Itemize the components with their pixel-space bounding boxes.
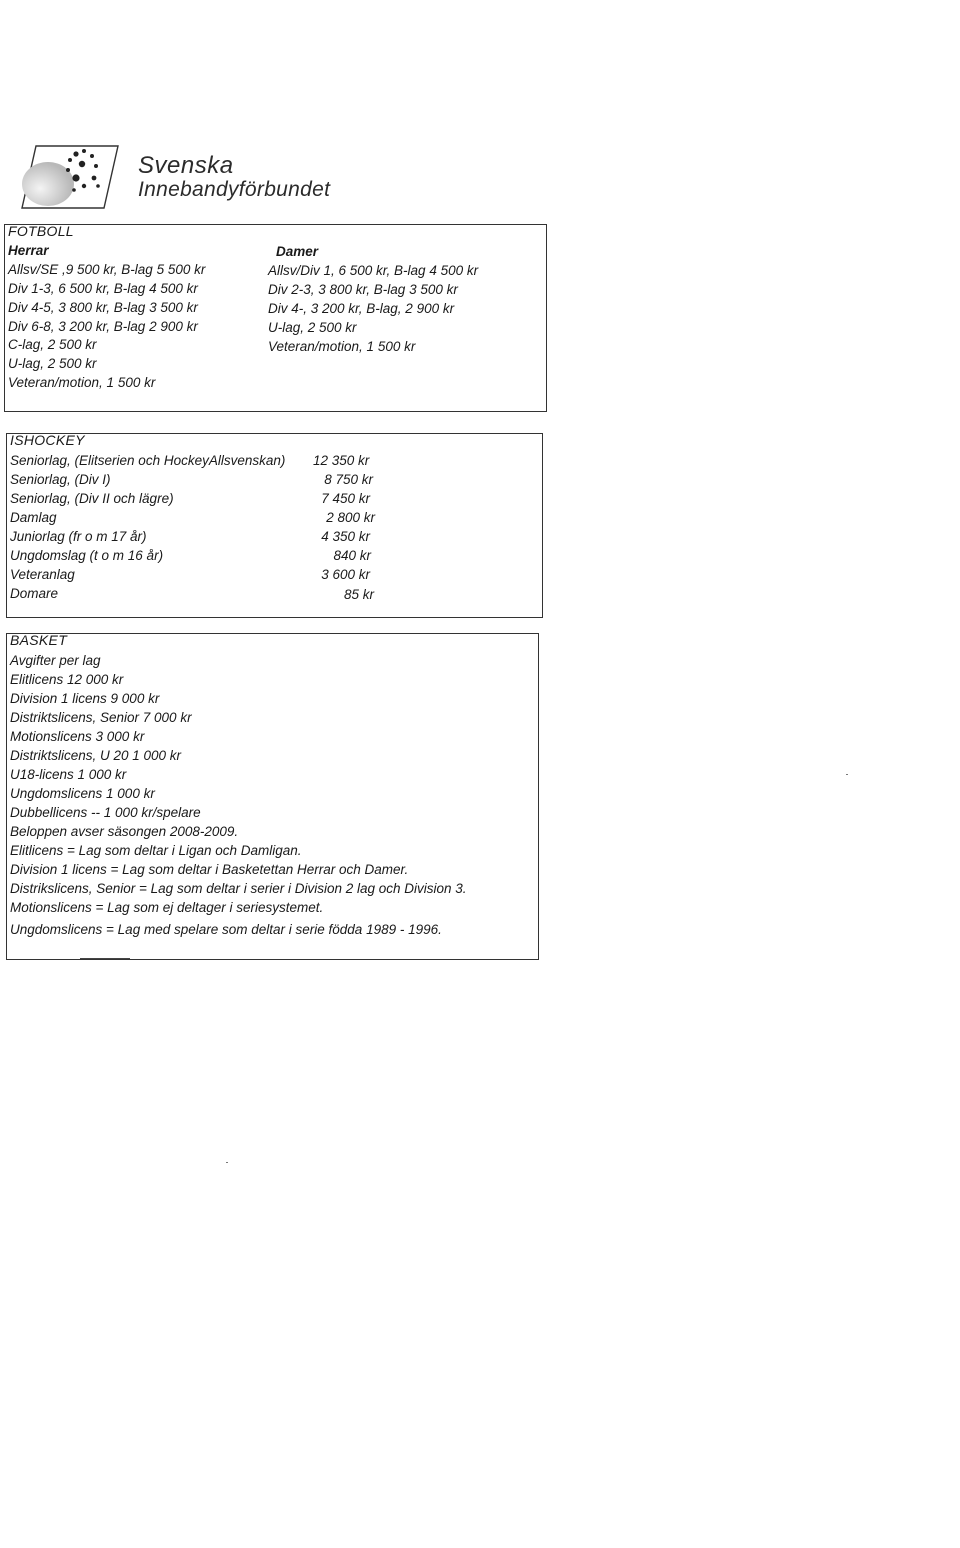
- damer-item: Div 2-3, 3 800 kr, B-lag 3 500 kr: [268, 282, 458, 297]
- herrar-item: Div 6-8, 3 200 kr, B-lag 2 900 kr: [8, 319, 198, 334]
- damer-heading: Damer: [276, 244, 319, 259]
- scan-line: [80, 958, 130, 959]
- basket-line: Division 1 licens 9 000 kr: [10, 691, 160, 706]
- basket-line: Motionslicens 3 000 kr: [10, 729, 145, 744]
- herrar-item: Div 4-5, 3 800 kr, B-lag 3 500 kr: [8, 300, 198, 315]
- ishockey-row-label: Seniorlag, (Div II och lägre): [10, 491, 174, 506]
- logo: [18, 140, 358, 215]
- basket-line: Elitlicens = Lag som deltar i Ligan och Damligan.: [10, 843, 302, 858]
- ishockey-row-price: 2 800 kr: [326, 510, 375, 525]
- logo-text-svenska: Svenska: [138, 152, 234, 179]
- basket-line: Beloppen avser säsongen 2008-2009.: [10, 824, 239, 839]
- scan-speck: [226, 1162, 228, 1163]
- basket-title: BASKET: [10, 632, 68, 648]
- ishockey-row-price: 840 kr: [333, 548, 371, 563]
- herrar-item: C-lag, 2 500 kr: [8, 337, 97, 352]
- ishockey-row-price: 8 750 kr: [324, 472, 373, 487]
- basket-line: U18-licens 1 000 kr: [10, 767, 127, 782]
- ishockey-row-label: Domare: [10, 586, 59, 601]
- basket-line: Dubbellicens -- 1 000 kr/spelare: [10, 805, 201, 820]
- damer-item: Allsv/Div 1, 6 500 kr, B-lag 4 500 kr: [268, 263, 479, 278]
- ishockey-row-price: 85 kr: [343, 587, 374, 602]
- herrar-item: Div 1-3, 6 500 kr, B-lag 4 500 kr: [8, 281, 198, 296]
- basket-line: Motionslicens = Lag som ej deltager i seriesystemet.: [10, 900, 324, 915]
- herrar-item: U-lag, 2 500 kr: [8, 356, 97, 371]
- ishockey-row-price: 7 450 kr: [321, 491, 370, 506]
- ishockey-row-label: Veteranlag: [10, 567, 75, 582]
- ishockey-row-label: Seniorlag, (Elitserien och HockeyAllsvenskan): [10, 453, 286, 468]
- basket-line: Ungdomslicens 1 000 kr: [10, 786, 155, 801]
- ishockey-row-label: Damlag: [10, 510, 57, 525]
- ishockey-title: ISHOCKEY: [10, 432, 85, 448]
- ishockey-row-price: 12 350 kr: [313, 453, 370, 468]
- floorball-ball-icon: [18, 140, 130, 212]
- basket-line: Distriktslicens, Senior 7 000 kr: [10, 710, 192, 725]
- logo-text-innebandyforbundet: Innebandyförbundet: [138, 178, 331, 201]
- ishockey-row-label: Ungdomslag (t o m 16 år): [10, 548, 164, 563]
- ishockey-row-label: Seniorlag, (Div I): [10, 472, 111, 487]
- basket-line: Ungdomslicens = Lag med spelare som deltar i serie födda 1989 - 1996.: [10, 922, 442, 937]
- herrar-heading: Herrar: [8, 243, 49, 258]
- ishockey-row-price: 4 350 kr: [321, 529, 370, 544]
- herrar-item: Veteran/motion, 1 500 kr: [8, 375, 156, 390]
- damer-item: Div 4-, 3 200 kr, B-lag, 2 900 kr: [268, 301, 455, 316]
- damer-item: Veteran/motion, 1 500 kr: [268, 339, 416, 354]
- herrar-item: Allsv/SE ,9 500 kr, B-lag 5 500 kr: [8, 262, 206, 277]
- basket-line: Elitlicens 12 000 kr: [10, 672, 124, 687]
- scan-speck: [846, 774, 848, 775]
- ishockey-row-price: 3 600 kr: [321, 567, 370, 582]
- basket-line: Avgifter per lag: [10, 653, 101, 668]
- damer-item: U-lag, 2 500 kr: [268, 320, 357, 335]
- ishockey-row-label: Juniorlag (fr o m 17 år): [10, 529, 147, 544]
- basket-line: Distrikslicens, Senior = Lag som deltar i serier i Division 2 lag och Division 3.: [10, 881, 467, 896]
- basket-line: Division 1 licens = Lag som deltar i Basketettan Herrar och Damer.: [10, 862, 409, 877]
- fotboll-title: FOTBOLL: [8, 223, 74, 239]
- basket-line: Distriktslicens, U 20 1 000 kr: [10, 748, 182, 763]
